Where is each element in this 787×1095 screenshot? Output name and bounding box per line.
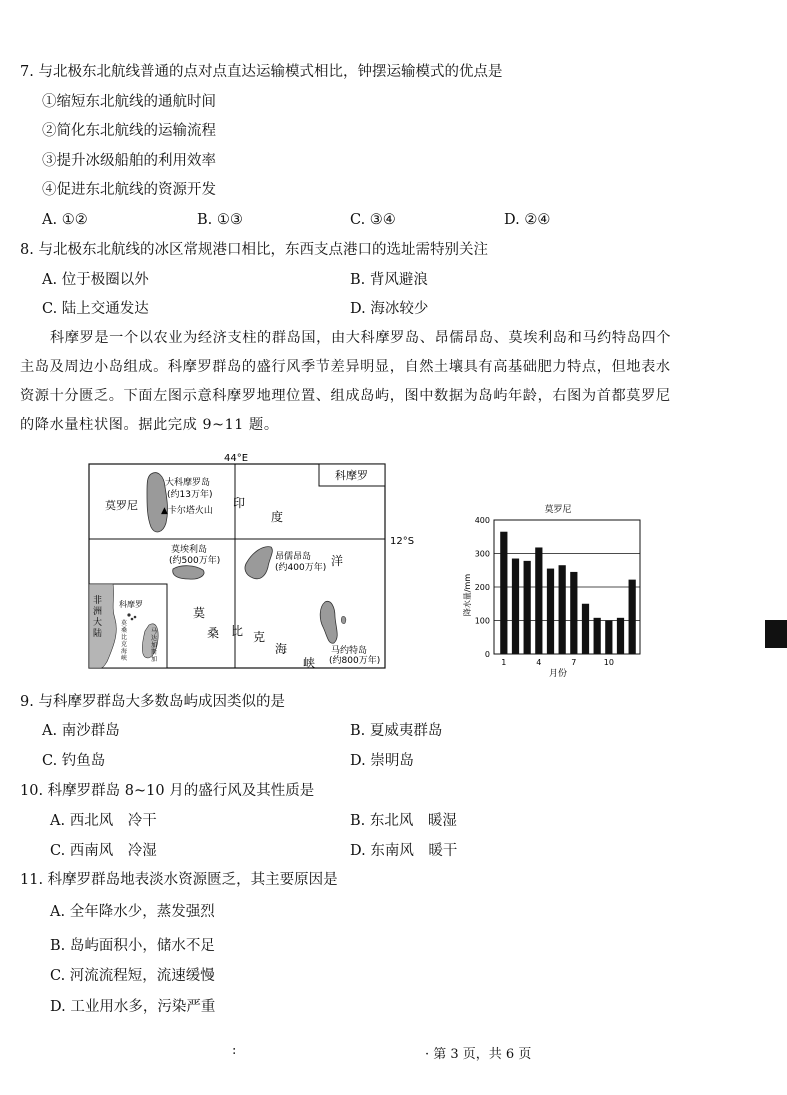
chart-ytick-label: 400 (474, 516, 490, 525)
indian-ocean-label-1: 印 (233, 496, 246, 510)
q8-option-c: C. 陆上交通发达 (42, 301, 149, 317)
anjouan-label: 昂儒昂岛 (275, 552, 312, 562)
mayotte-label: 马约特岛 (331, 646, 368, 656)
chart-ytick-label: 200 (474, 583, 490, 592)
moheli-age: (约500万年) (169, 556, 221, 566)
chart-title: 莫罗尼 (544, 505, 572, 515)
chart-bar-month-12 (629, 580, 636, 654)
mozambique-channel-label-2: 桑 (207, 626, 220, 640)
longitude-label: 44°E (224, 453, 249, 464)
q8-option-b: B. 背风避浪 (350, 272, 428, 288)
inset-mad-char-5: 加 (151, 656, 158, 663)
mozambique-channel-label-3: 比 (231, 624, 244, 638)
q11-stem: 11. 科摩罗群岛地表淡水资源匮乏，其主要原因是 (20, 872, 338, 888)
q8-stem: 8. 与北极东北航线的冰区常规港口相比，东西支点港口的选址需特别关注 (20, 242, 488, 258)
mozambique-channel-label-1: 莫 (193, 606, 206, 620)
mozambique-channel-label-6: 峡 (303, 656, 316, 670)
chart-ytick-label: 0 (484, 650, 490, 659)
moheli-island (173, 566, 204, 579)
inset-mad-char-4: 斯 (151, 649, 158, 656)
q8-option-d: D. 海冰较少 (350, 301, 429, 317)
chart-xtick-label: 10 (603, 658, 614, 667)
inset-africa-char-1: 非 (93, 596, 103, 606)
chart-bar-month-2 (512, 559, 519, 654)
chart-xtick-label: 4 (536, 658, 542, 667)
chart-bar-month-11 (617, 618, 624, 654)
inset-moz-char-2: 桑 (121, 627, 128, 634)
inset-moz-char-4: 克 (121, 641, 128, 648)
mozambique-channel-label-4: 克 (253, 630, 266, 644)
q9-stem: 9. 与科摩罗群岛大多数岛屿成因类似的是 (20, 694, 285, 710)
latitude-label: 12°S (390, 536, 415, 547)
q10-option-c: C. 西南风 冷湿 (50, 843, 157, 859)
passage-line-2: 主岛及周边小岛组成。科摩罗群岛的盛行风季节差异明显，自然土壤具有高基础肥力特点，但地表水 (20, 359, 671, 375)
q7-option-a: A. ①② (42, 212, 88, 228)
q9-option-d: D. 崇明岛 (350, 753, 414, 769)
inset-moz-char-6: 峡 (121, 655, 128, 662)
chart-bar-month-8 (582, 604, 589, 654)
q7-stem: 7. 与北极东北航线普通的点对点直达运输模式相比，钟摆运输模式的优点是 (20, 64, 503, 80)
side-tab-marker (765, 620, 787, 648)
chart-ytick-label: 100 (474, 616, 490, 626)
karthala-volcano-label: ▲卡尔塔火山 (161, 506, 213, 516)
inset-island-dot-2 (131, 618, 134, 621)
passage-line-1: 科摩罗是一个以农业为经济支柱的群岛国，由大科摩罗岛、昂儒昂岛、莫埃利岛和马约特岛四个 (50, 330, 672, 346)
grande-comore-label: 大科摩罗岛 (165, 478, 211, 488)
inset-moz-char-3: 比 (121, 634, 128, 641)
q7-option-c: C. ③④ (350, 212, 396, 228)
q9-option-b: B. 夏威夷群岛 (350, 723, 443, 739)
chart-bars (500, 532, 636, 654)
chart-bar-month-9 (594, 618, 601, 654)
q7-item-3: ③提升冰级船舶的利用效率 (42, 153, 216, 169)
passage-line-3: 资源十分匮乏。下面左图示意科摩罗地理位置、组成岛屿，图中数据为岛屿年龄，右图为首都莫罗尼 (20, 388, 671, 404)
q10-option-a: A. 西北风 冷干 (50, 813, 157, 829)
inset-moz-char-5: 海 (121, 648, 128, 655)
chart-xticks (501, 658, 614, 667)
inset-mad-char-1: 马 (151, 628, 158, 635)
chart-bar-month-4 (535, 547, 542, 654)
grande-comore-age: (约13万年) (167, 490, 213, 500)
precipitation-chart (462, 500, 642, 680)
anjouan-age: (约400万年) (275, 563, 327, 573)
moheli-label: 莫埃利岛 (171, 545, 208, 555)
page-number: · 第 3 页，共 6 页 (425, 1047, 532, 1062)
chart-bar-month-3 (524, 561, 531, 654)
q9-option-a: A. 南沙群岛 (42, 723, 120, 739)
chart-bar-month-5 (547, 569, 554, 654)
inset-mad-char-3: 加 (151, 642, 158, 649)
chart-bar-month-1 (500, 532, 507, 654)
comoros-map (85, 447, 415, 677)
inset-map (89, 584, 167, 668)
mayotte-age: (约800万年) (329, 656, 381, 666)
q7-item-2: ②简化东北航线的运输流程 (42, 123, 216, 139)
chart-ylabel: 降水量/mm (463, 573, 472, 617)
inset-comoros-label: 科摩罗 (119, 600, 143, 609)
q11-option-a: A. 全年降水少，蒸发强烈 (50, 904, 215, 920)
inset-africa-char-2: 洲 (93, 607, 103, 617)
inset-africa-char-3: 大 (93, 618, 103, 628)
inset-africa-char-4: 陆 (93, 629, 103, 639)
passage-line-4: 的降水量柱状图。据此完成 9~11 题。 (20, 417, 279, 433)
chart-bar-month-10 (605, 621, 612, 655)
q8-option-a: A. 位于极圈以外 (42, 272, 149, 288)
indian-ocean-label-2: 度 (271, 510, 284, 524)
q7-item-4: ④促进东北航线的资源开发 (42, 182, 216, 198)
moroni-label: 莫罗尼 (105, 499, 138, 512)
map-title: 科摩罗 (335, 469, 368, 482)
q10-option-d: D. 东南风 暖干 (350, 843, 458, 859)
footer-mark: : (232, 1043, 237, 1058)
q9-option-c: C. 钓鱼岛 (42, 753, 106, 769)
passage (20, 324, 710, 440)
chart-xtick-label: 7 (571, 658, 577, 667)
q10-stem: 10. 科摩罗群岛 8~10 月的盛行风及其性质是 (20, 783, 315, 799)
q11-option-c: C. 河流流程短，流速缓慢 (50, 968, 215, 984)
mayotte-island (320, 601, 337, 643)
chart-bar-month-6 (559, 565, 566, 654)
chart-bar-month-7 (570, 572, 577, 654)
q7-option-b: B. ①③ (197, 212, 243, 228)
chart-yticks (475, 516, 490, 659)
mozambique-channel-label-5: 海 (275, 642, 288, 656)
chart-xlabel: 月份 (548, 669, 568, 679)
inset-island-dot-3 (134, 616, 137, 619)
q10-option-b: B. 东北风 暖湿 (350, 813, 457, 829)
petite-terre-island (341, 616, 345, 623)
inset-island-dot-1 (127, 613, 130, 616)
indian-ocean-label-3: 洋 (331, 554, 344, 568)
chart-xtick-label: 1 (501, 658, 507, 667)
q11-option-b: B. 岛屿面积小，储水不足 (50, 938, 215, 954)
chart-ytick-label: 300 (474, 549, 490, 559)
q7-item-1: ①缩短东北航线的通航时间 (42, 94, 216, 110)
q7-option-d: D. ②④ (504, 212, 551, 228)
anjouan-island (245, 547, 272, 579)
q11-option-d: D. 工业用水多，污染严重 (50, 999, 216, 1015)
inset-mad-char-2: 达 (151, 635, 158, 642)
inset-moz-char-1: 莫 (121, 620, 128, 627)
